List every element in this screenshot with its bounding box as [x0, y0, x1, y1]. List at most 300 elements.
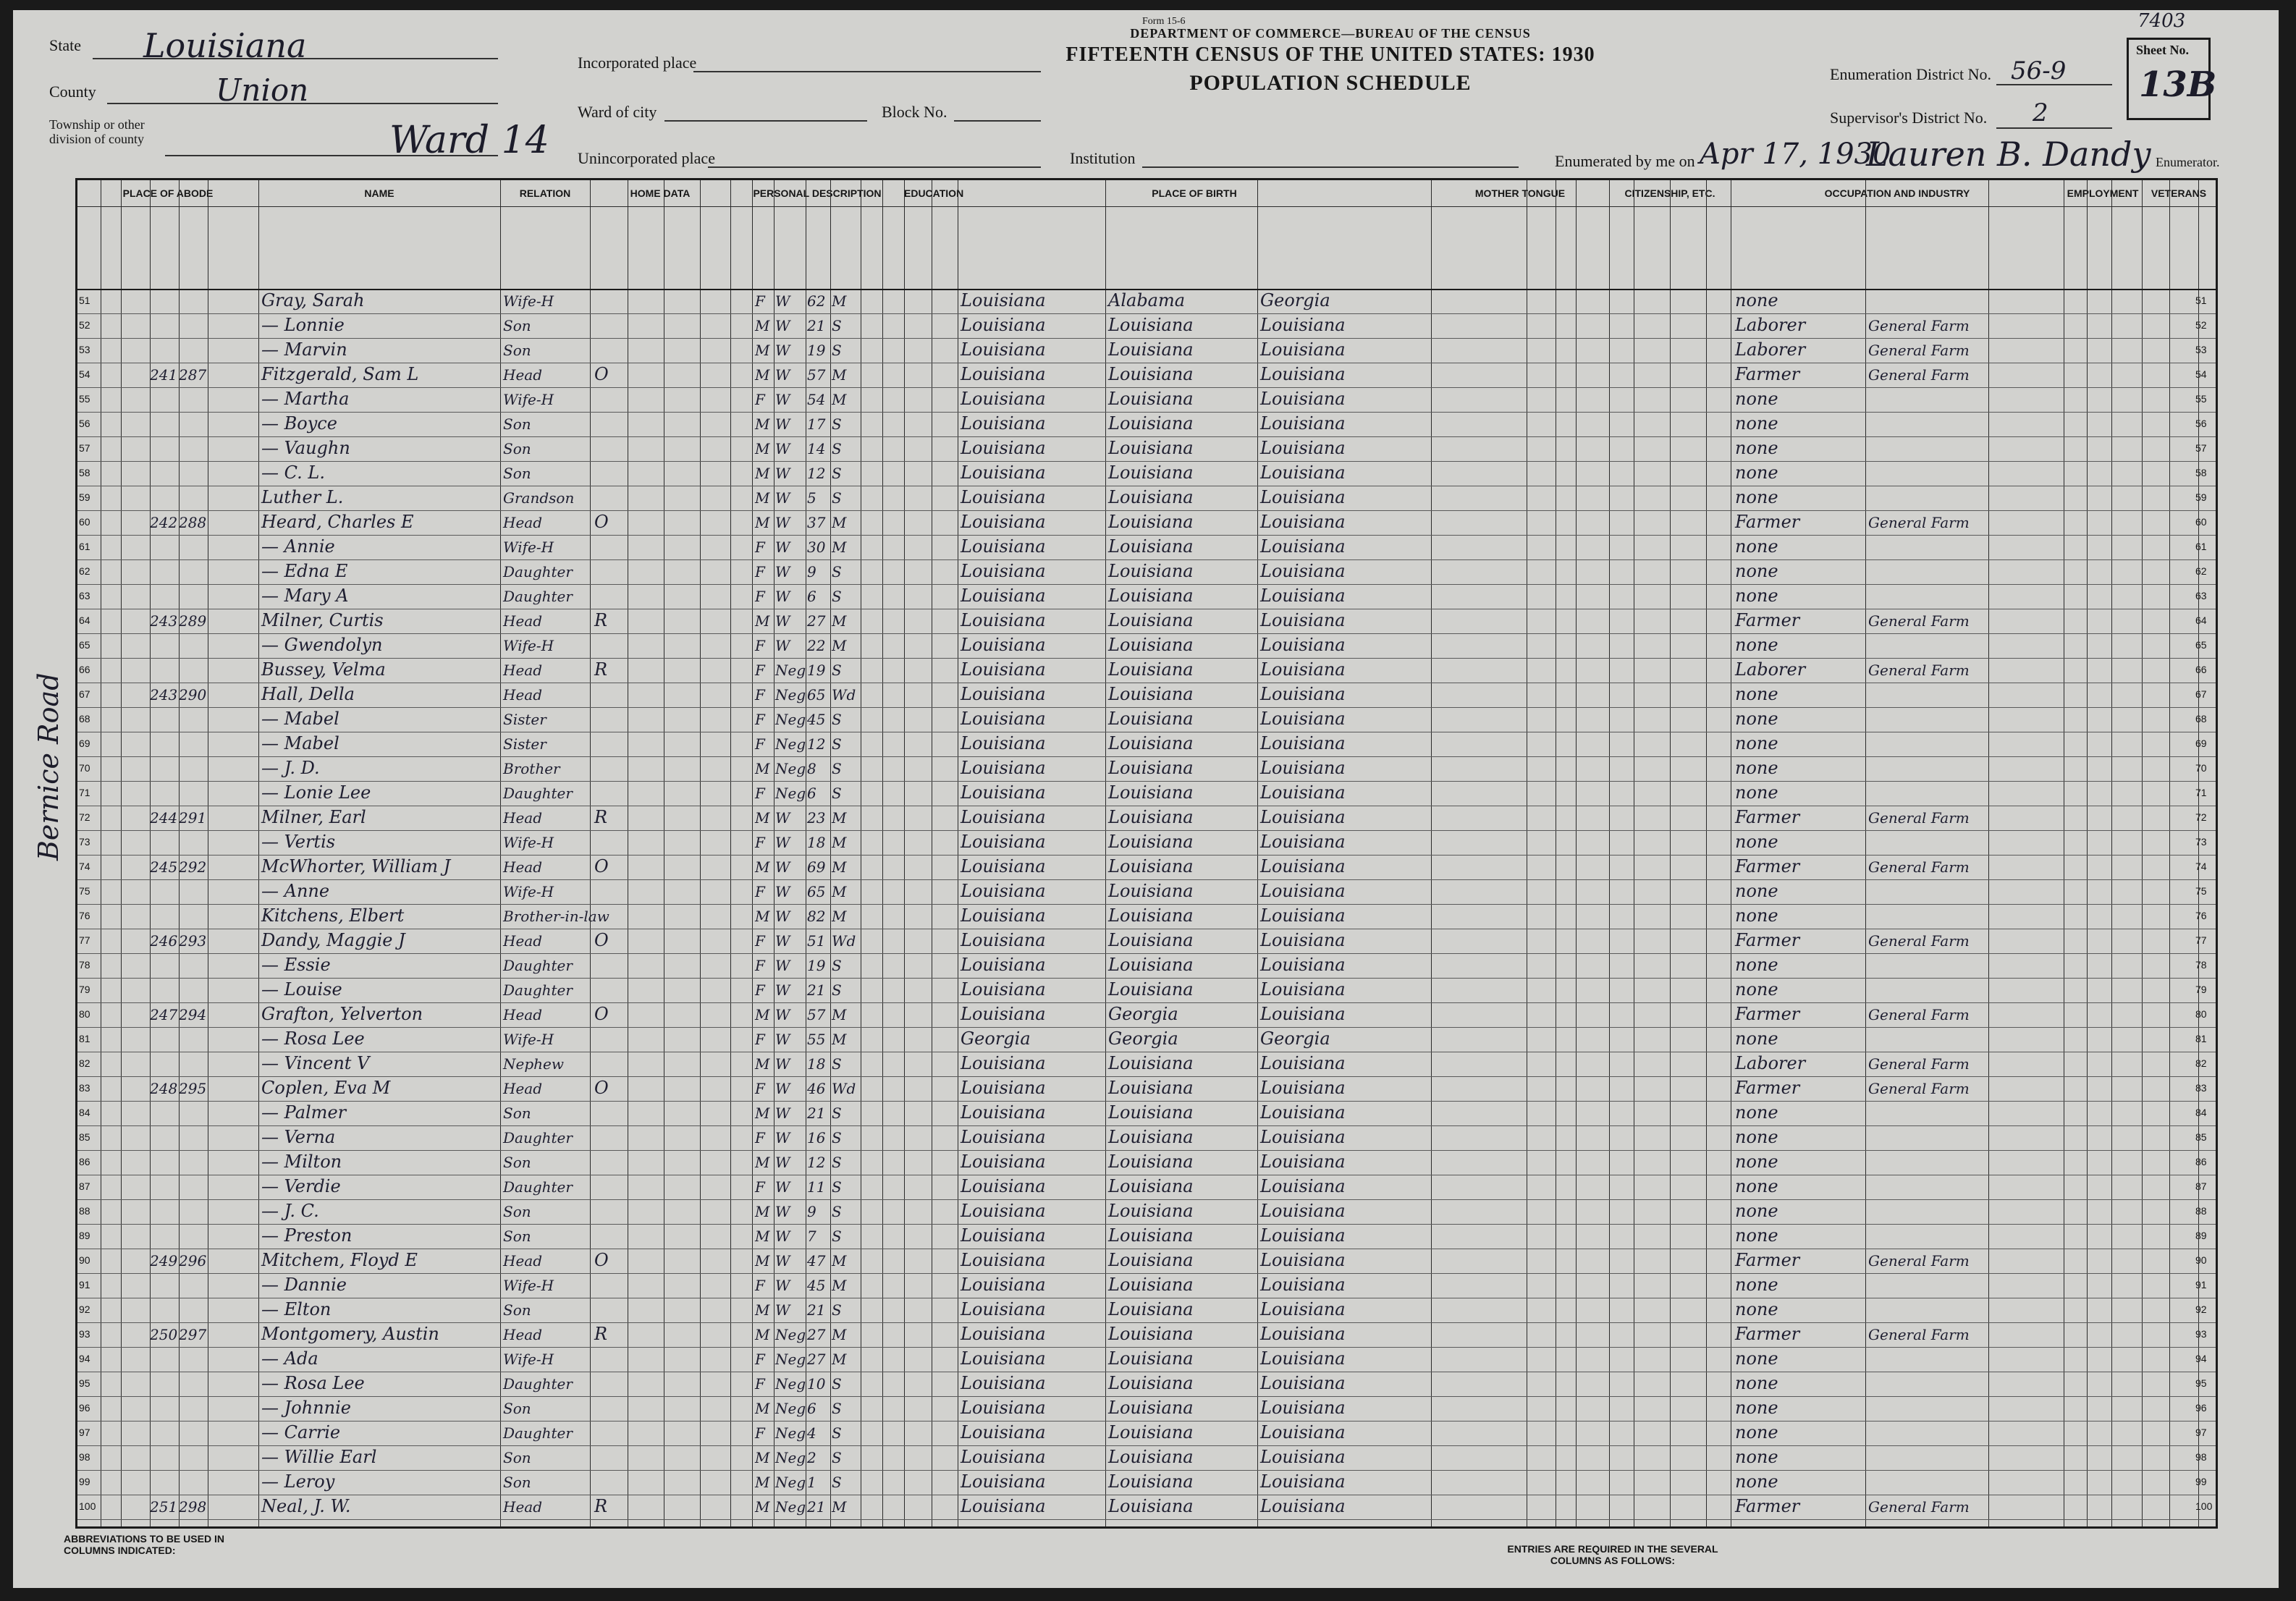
line-number: 88 — [79, 1205, 90, 1217]
cell-rel: Head — [503, 366, 543, 384]
cell-ms: Wd — [832, 686, 856, 704]
cell-name: — Rosa Lee — [261, 1373, 365, 1393]
cell-age: 30 — [807, 538, 826, 556]
cell-race: W — [775, 981, 790, 999]
grid-column-line — [700, 180, 701, 1526]
cell-birth: Louisiana — [961, 1127, 1046, 1147]
line-number: 67 — [79, 688, 90, 700]
cell-occ: Farmer — [1735, 1250, 1800, 1270]
cell-name: — Leroy — [261, 1471, 335, 1492]
cell-age: 57 — [807, 366, 826, 384]
line-number: 66 — [79, 664, 90, 675]
line-number: 87 — [79, 1180, 90, 1192]
cell-name: — Vertis — [261, 832, 336, 852]
cell-father: Louisiana — [1108, 832, 1194, 852]
cell-ms: S — [832, 342, 842, 359]
line-number: 89 — [79, 1230, 90, 1241]
cell-name: Montgomery, Austin — [261, 1324, 439, 1344]
cell-sex: F — [755, 957, 765, 974]
cell-rel: Son — [503, 1228, 531, 1245]
grid-column-line — [1670, 180, 1671, 1526]
cell-ms: M — [832, 883, 847, 900]
row-line — [77, 904, 2216, 905]
row-line — [77, 584, 2216, 585]
cell-ms: S — [832, 1104, 842, 1122]
cell-rel: Daughter — [503, 1424, 573, 1442]
cell-birth: Louisiana — [961, 1250, 1046, 1270]
cell-ms: S — [832, 489, 842, 507]
cell-home: R — [594, 610, 608, 630]
cell-age: 1 — [807, 1474, 816, 1491]
line-number-right: 88 — [2195, 1205, 2207, 1217]
cell-rel: Son — [503, 465, 531, 482]
cell-age: 62 — [807, 292, 826, 310]
cell-ms: S — [832, 1400, 842, 1417]
line-number: 71 — [79, 787, 90, 798]
cell-home: R — [594, 1496, 608, 1516]
cell-father: Louisiana — [1108, 881, 1194, 901]
township-label: Township or other division of county — [49, 117, 145, 146]
cell-name: — Verdie — [261, 1176, 341, 1196]
cell-birth: Louisiana — [961, 413, 1046, 434]
cell-sex: F — [755, 538, 765, 556]
cell-father: Louisiana — [1108, 807, 1194, 827]
cell-mother: Louisiana — [1260, 1299, 1346, 1319]
cell-age: 16 — [807, 1129, 826, 1146]
line-number-right: 56 — [2195, 418, 2207, 429]
cell-father: Louisiana — [1108, 1250, 1194, 1270]
cell-home: R — [594, 659, 608, 680]
cell-ms: M — [832, 1351, 847, 1368]
cell-home: R — [594, 1324, 608, 1344]
cell-rel: Son — [503, 440, 531, 457]
line-number: 77 — [79, 934, 90, 946]
cell-rel: Daughter — [503, 1178, 573, 1196]
cell-rel: Wife-H — [503, 391, 554, 408]
cell-fam: 289 — [179, 612, 207, 630]
cell-sex: F — [755, 883, 765, 900]
cell-ms: S — [832, 415, 842, 433]
cell-ms: Wd — [832, 1080, 856, 1097]
cell-race: W — [775, 317, 790, 334]
line-number: 60 — [79, 516, 90, 528]
cell-sex: M — [755, 612, 770, 630]
cell-occ: none — [1735, 758, 1778, 778]
line-number-right: 92 — [2195, 1304, 2207, 1315]
group-place-of-birth: PLACE OF BIRTH — [958, 180, 1431, 207]
cell-name: — Boyce — [261, 413, 337, 434]
line-number-right: 90 — [2195, 1254, 2207, 1266]
line-number: 56 — [79, 418, 90, 429]
cell-ms: S — [832, 1154, 842, 1171]
line-number: 92 — [79, 1304, 90, 1315]
cell-occ: Laborer — [1735, 659, 1806, 680]
cell-name: — J. D. — [261, 758, 320, 778]
grid-column-line — [1706, 180, 1707, 1526]
line-number: 83 — [79, 1082, 90, 1094]
cell-rel: Son — [503, 415, 531, 433]
cell-sex: F — [755, 1129, 765, 1146]
cell-sex: F — [755, 686, 765, 704]
cell-birth: Louisiana — [961, 1275, 1046, 1295]
cell-rel: Son — [503, 1104, 531, 1122]
line-number-right: 69 — [2195, 738, 2207, 749]
cell-home: O — [594, 1078, 609, 1098]
cell-mother: Louisiana — [1260, 905, 1346, 926]
cell-occ: none — [1735, 389, 1778, 409]
row-line — [77, 412, 2216, 413]
cell-race: W — [775, 440, 790, 457]
line-number-right: 86 — [2195, 1156, 2207, 1167]
cell-ms: S — [832, 981, 842, 999]
cell-sex: M — [755, 366, 770, 384]
row-line — [77, 855, 2216, 856]
cell-race: W — [775, 1203, 790, 1220]
cell-age: 54 — [807, 391, 826, 408]
line-number: 80 — [79, 1008, 90, 1020]
cell-father: Georgia — [1108, 1004, 1178, 1024]
cell-mother: Louisiana — [1260, 1078, 1346, 1098]
cell-age: 2 — [807, 1449, 816, 1466]
row-line — [77, 1445, 2216, 1446]
header-divider — [77, 289, 2216, 290]
cell-rel: Daughter — [503, 957, 573, 974]
cell-father: Louisiana — [1108, 339, 1194, 360]
group-veterans: VETERANS — [2142, 180, 2216, 207]
grid-column-line — [752, 180, 753, 1526]
row-line — [77, 1273, 2216, 1274]
cell-sex: M — [755, 858, 770, 876]
line-number-right: 72 — [2195, 811, 2207, 823]
cell-mother: Louisiana — [1260, 1324, 1346, 1344]
cell-name: — J. C. — [261, 1201, 319, 1221]
cell-birth: Louisiana — [961, 1447, 1046, 1467]
cell-birth: Louisiana — [961, 733, 1046, 753]
grid-column-line — [730, 180, 731, 1526]
cell-mother: Louisiana — [1260, 684, 1346, 704]
cell-father: Louisiana — [1108, 1373, 1194, 1393]
cell-birth: Louisiana — [961, 364, 1046, 384]
cell-mother: Louisiana — [1260, 364, 1346, 384]
cell-sex: F — [755, 785, 765, 802]
cell-dw: 249 — [150, 1252, 178, 1270]
cell-ms: M — [832, 366, 847, 384]
line-number: 65 — [79, 639, 90, 651]
cell-birth: Louisiana — [961, 1299, 1046, 1319]
cell-birth: Louisiana — [961, 807, 1046, 827]
cell-ind: General Farm — [1868, 1006, 1970, 1023]
cell-name: — Johnnie — [261, 1398, 351, 1418]
line-number-right: 68 — [2195, 713, 2207, 725]
cell-father: Louisiana — [1108, 1053, 1194, 1073]
cell-rel: Head — [503, 612, 543, 630]
cell-occ: none — [1735, 487, 1778, 507]
cell-mother: Louisiana — [1260, 758, 1346, 778]
grid-column-line — [179, 180, 180, 1526]
cell-race: W — [775, 1178, 790, 1196]
cell-rel: Wife-H — [503, 1031, 554, 1048]
cell-dw: 241 — [150, 366, 178, 384]
cell-birth: Louisiana — [961, 1324, 1046, 1344]
sheet-no-label: Sheet No. — [2136, 43, 2189, 57]
cell-sex: M — [755, 1301, 770, 1319]
enumeration-district-label: Enumeration District No. — [1830, 65, 1992, 83]
cell-name: — Carrie — [261, 1422, 341, 1442]
cell-birth: Louisiana — [961, 1422, 1046, 1442]
cell-mother: Louisiana — [1260, 1201, 1346, 1221]
cell-father: Louisiana — [1108, 1078, 1194, 1098]
line-number-right: 78 — [2195, 959, 2207, 971]
cell-father: Louisiana — [1108, 856, 1194, 876]
cell-father: Louisiana — [1108, 512, 1194, 532]
line-number: 86 — [79, 1156, 90, 1167]
row-line — [77, 633, 2216, 634]
group-citizenship: CITIZENSHIP, ETC. — [1609, 180, 1731, 207]
group-place-of-abode: PLACE OF ABODE — [77, 180, 258, 207]
cell-fam: 297 — [179, 1326, 207, 1343]
cell-birth: Louisiana — [961, 339, 1046, 360]
row-line — [77, 461, 2216, 462]
cell-birth: Georgia — [961, 1028, 1031, 1049]
cell-rel: Son — [503, 1203, 531, 1220]
line-number: 53 — [79, 344, 90, 355]
cell-father: Georgia — [1108, 1028, 1178, 1049]
cell-ms: S — [832, 1424, 842, 1442]
cell-name: — Milton — [261, 1152, 342, 1172]
cell-ms: S — [832, 1203, 842, 1220]
cell-sex: F — [755, 1277, 765, 1294]
cell-sex: F — [755, 1178, 765, 1196]
cell-rel: Head — [503, 1006, 543, 1023]
cell-occ: none — [1735, 1422, 1778, 1442]
cell-name: — Gwendolyn — [261, 635, 383, 655]
line-number-right: 97 — [2195, 1427, 2207, 1438]
line-number: 79 — [79, 984, 90, 995]
cell-ms: S — [832, 1055, 842, 1073]
cell-age: 9 — [807, 563, 816, 580]
cell-race: Neg — [775, 1424, 806, 1442]
line-number: 93 — [79, 1328, 90, 1340]
cell-race: Neg — [775, 1326, 806, 1343]
line-number: 95 — [79, 1377, 90, 1389]
cell-race: W — [775, 391, 790, 408]
cell-age: 19 — [807, 957, 826, 974]
line-number-right: 54 — [2195, 368, 2207, 380]
cell-occ: none — [1735, 438, 1778, 458]
cell-ms: M — [832, 834, 847, 851]
cell-fam: 291 — [179, 809, 207, 827]
cell-father: Louisiana — [1108, 487, 1194, 507]
cell-ms: M — [832, 1277, 847, 1294]
cell-birth: Louisiana — [961, 586, 1046, 606]
cell-age: 21 — [807, 1301, 826, 1319]
cell-sex: F — [755, 292, 765, 310]
cell-race: Neg — [775, 1351, 806, 1368]
unincorporated-place-label: Unincorporated place — [578, 149, 715, 167]
cell-age: 55 — [807, 1031, 826, 1048]
cell-occ: none — [1735, 635, 1778, 655]
cell-age: 45 — [807, 711, 826, 728]
cell-home: R — [594, 807, 608, 827]
cell-ind: General Farm — [1868, 1498, 1970, 1516]
cell-sex: M — [755, 1252, 770, 1270]
cell-birth: Louisiana — [961, 487, 1046, 507]
cell-birth: Louisiana — [961, 536, 1046, 557]
cell-race: W — [775, 1104, 790, 1122]
cell-birth: Louisiana — [961, 438, 1046, 458]
cell-sex: F — [755, 1080, 765, 1097]
cell-mother: Louisiana — [1260, 610, 1346, 630]
line-number-right: 96 — [2195, 1402, 2207, 1414]
line-number: 59 — [79, 491, 90, 503]
line-number-right: 70 — [2195, 762, 2207, 774]
cell-sex: F — [755, 834, 765, 851]
enumerator-label: Enumerator. — [2156, 155, 2220, 169]
cell-sex: M — [755, 1449, 770, 1466]
cell-sex: M — [755, 489, 770, 507]
row-line — [77, 1002, 2216, 1003]
cell-ms: Wd — [832, 932, 856, 950]
cell-rel: Son — [503, 1474, 531, 1491]
cell-father: Louisiana — [1108, 1447, 1194, 1467]
cell-race: W — [775, 538, 790, 556]
cell-mother: Louisiana — [1260, 1250, 1346, 1270]
cell-father: Louisiana — [1108, 635, 1194, 655]
form-number: Form 15-6 — [1142, 16, 1186, 27]
cell-mother: Louisiana — [1260, 709, 1346, 729]
cell-mother: Louisiana — [1260, 413, 1346, 434]
cell-name: — Edna E — [261, 561, 348, 581]
cell-rel: Son — [503, 1154, 531, 1171]
cell-age: 21 — [807, 981, 826, 999]
cell-ms: M — [832, 1031, 847, 1048]
row-line — [77, 436, 2216, 437]
entries-note: ENTRIES ARE REQUIRED IN THE SEVERAL COLUMNS AS FOLLOWS: — [1507, 1543, 1718, 1566]
line-number: 84 — [79, 1107, 90, 1118]
line-number: 75 — [79, 885, 90, 897]
cell-age: 17 — [807, 415, 826, 433]
line-number: 73 — [79, 836, 90, 848]
grid-column-line — [2142, 180, 2143, 1526]
cell-name: — Marvin — [261, 339, 347, 360]
cell-mother: Louisiana — [1260, 1447, 1346, 1467]
cell-ind: General Farm — [1868, 932, 1970, 950]
cell-rel: Wife-H — [503, 538, 554, 556]
cell-sex: M — [755, 465, 770, 482]
cell-name: — Annie — [261, 536, 335, 557]
cell-occ: Farmer — [1735, 610, 1800, 630]
cell-name: — Preston — [261, 1225, 353, 1246]
cell-age: 47 — [807, 1252, 826, 1270]
cell-age: 19 — [807, 662, 826, 679]
cell-mother: Louisiana — [1260, 339, 1346, 360]
group-employment: EMPLOYMENT — [2064, 180, 2142, 207]
line-number-right: 53 — [2195, 344, 2207, 355]
cell-birth: Louisiana — [961, 782, 1046, 803]
cell-occ: none — [1735, 1176, 1778, 1196]
line-number: 61 — [79, 541, 90, 552]
cell-father: Louisiana — [1108, 905, 1194, 926]
line-number-right: 94 — [2195, 1353, 2207, 1364]
cell-dw: 246 — [150, 932, 178, 950]
line-number-right: 63 — [2195, 590, 2207, 601]
cell-race: Neg — [775, 1375, 806, 1393]
cell-dw: 244 — [150, 809, 178, 827]
cell-rel: Sister — [503, 735, 546, 753]
cell-mother: Louisiana — [1260, 487, 1346, 507]
cell-race: W — [775, 957, 790, 974]
grid-column-line — [1431, 180, 1432, 1526]
cell-age: 12 — [807, 1154, 826, 1171]
schedule-title: POPULATION SCHEDULE — [1189, 71, 1472, 95]
cell-fam: 288 — [179, 514, 207, 531]
cell-mother: Louisiana — [1260, 979, 1346, 1000]
township-value: Ward 14 — [389, 119, 549, 162]
cell-race: Neg — [775, 1498, 806, 1516]
cell-age: 37 — [807, 514, 826, 531]
line-number-right: 59 — [2195, 491, 2207, 503]
cell-race: Neg — [775, 760, 806, 777]
cell-sex: M — [755, 514, 770, 531]
cell-father: Louisiana — [1108, 979, 1194, 1000]
cell-mother: Louisiana — [1260, 1176, 1346, 1196]
cell-name: Gray, Sarah — [261, 290, 365, 311]
cell-sex: M — [755, 760, 770, 777]
cell-mother: Louisiana — [1260, 1348, 1346, 1369]
row-line — [77, 1125, 2216, 1126]
grid-column-line — [590, 180, 591, 1526]
row-line — [77, 1027, 2216, 1028]
cell-sex: F — [755, 588, 765, 605]
cell-occ: none — [1735, 1348, 1778, 1369]
line-number: 81 — [79, 1033, 90, 1044]
row-line — [77, 313, 2216, 314]
cell-rel: Head — [503, 514, 543, 531]
cell-race: W — [775, 1031, 790, 1048]
cell-occ: none — [1735, 561, 1778, 581]
cell-occ: none — [1735, 1373, 1778, 1393]
cell-name: — Dannie — [261, 1275, 347, 1295]
cell-sex: M — [755, 809, 770, 827]
cell-ms: S — [832, 1178, 842, 1196]
line-number-right: 65 — [2195, 639, 2207, 651]
cell-father: Louisiana — [1108, 1324, 1194, 1344]
row-line — [77, 1224, 2216, 1225]
cell-mother: Louisiana — [1260, 659, 1346, 680]
cell-mother: Louisiana — [1260, 1152, 1346, 1172]
row-line — [77, 756, 2216, 757]
line-number: 68 — [79, 713, 90, 725]
cell-sex: M — [755, 317, 770, 334]
cell-fam: 298 — [179, 1498, 207, 1516]
cell-mother: Louisiana — [1260, 832, 1346, 852]
cell-father: Louisiana — [1108, 364, 1194, 384]
population-table — [33, 178, 2218, 1529]
row-line — [77, 830, 2216, 831]
cell-birth: Louisiana — [961, 709, 1046, 729]
cell-sex: M — [755, 1203, 770, 1220]
cell-ms: M — [832, 637, 847, 654]
cell-race: W — [775, 908, 790, 925]
cell-mother: Louisiana — [1260, 1398, 1346, 1418]
cell-name: — Mabel — [261, 709, 339, 729]
cell-occ: none — [1735, 1152, 1778, 1172]
cell-birth: Louisiana — [961, 462, 1046, 483]
grid-column-line — [2198, 180, 2199, 1526]
cell-rel: Head — [503, 1080, 543, 1097]
cell-age: 46 — [807, 1080, 826, 1097]
cell-ind: General Farm — [1868, 662, 1970, 679]
